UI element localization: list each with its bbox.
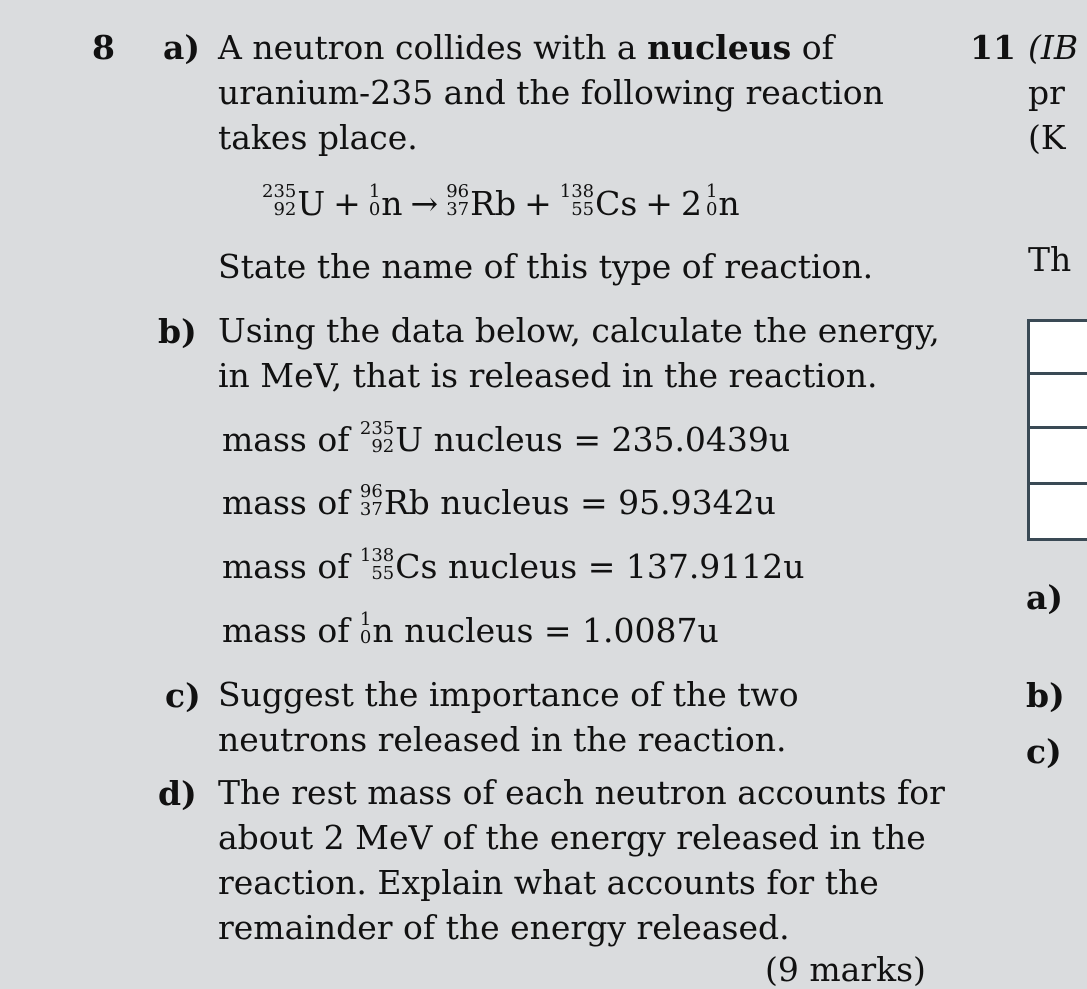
mass-value: nucleus = 137.9112u xyxy=(437,547,805,586)
table-row-divider xyxy=(1030,482,1087,485)
q11-part-a-label: a) xyxy=(1026,578,1063,617)
plus-sign: + xyxy=(524,183,552,223)
rb-mass-number: 96 xyxy=(446,181,470,202)
atomic-number: 92 xyxy=(371,435,395,457)
part-a-bold-word: nucleus xyxy=(647,28,792,67)
q11-part-b-label: b) xyxy=(1026,676,1065,715)
part-a-label: a) xyxy=(163,28,200,67)
atomic-number: 55 xyxy=(371,562,395,584)
atomic-number: 0 xyxy=(359,626,372,648)
question-11-number: 11 xyxy=(970,28,1016,67)
symbol: U xyxy=(395,420,424,459)
nuclide-neutron xyxy=(360,608,394,653)
part-c-line-1: Suggest the importance of the two xyxy=(218,675,799,714)
u-atomic-number: 92 xyxy=(273,199,297,220)
part-a-line-1 xyxy=(218,25,834,70)
part-c-label: c) xyxy=(165,676,201,715)
q11-line-2: pr xyxy=(1028,73,1065,112)
table-row-divider xyxy=(1030,426,1087,429)
part-b-label: b) xyxy=(158,312,197,351)
nuclide-neutron xyxy=(368,181,403,223)
part-a-text-2: of xyxy=(791,28,834,67)
rb-atomic-number: 37 xyxy=(446,199,470,220)
part-a-line-2: uranium-235 and the following reaction xyxy=(218,73,884,112)
part-b-line-1: Using the data below, calculate the energy, xyxy=(218,311,940,350)
mass-line-rb96 xyxy=(222,480,776,525)
plus-sign: + xyxy=(645,183,673,223)
symbol: Cs xyxy=(395,547,438,586)
q11-data-table xyxy=(1027,319,1087,541)
part-d-line-1: The rest mass of each neutron accounts for xyxy=(218,773,945,812)
part-d-line-2: about 2 MeV of the energy released in the xyxy=(218,818,926,857)
cs-atomic-number: 55 xyxy=(571,199,595,220)
neutron-coefficient: 2 xyxy=(680,183,702,223)
q11-line-4: Th xyxy=(1028,240,1072,279)
plus-sign: + xyxy=(333,183,361,223)
q11-part-c-label: c) xyxy=(1026,732,1062,771)
rb-symbol: Rb xyxy=(470,183,517,223)
part-d-line-3: reaction. Explain what accounts for the xyxy=(218,863,879,902)
mass-prefix: mass of xyxy=(222,547,360,586)
mass-number: 138 xyxy=(359,544,395,566)
u-mass-number: 235 xyxy=(262,181,297,202)
mass-value: nucleus = 235.0439u xyxy=(423,420,791,459)
n2-mass-number: 1 xyxy=(705,181,718,202)
symbol: n xyxy=(372,611,394,650)
mass-line-u235 xyxy=(222,417,790,462)
mass-prefix: mass of xyxy=(222,483,360,522)
question-8-number: 8 xyxy=(92,28,115,67)
part-a-text-1: A neutron collides with a xyxy=(218,28,648,67)
mass-number: 235 xyxy=(359,417,395,439)
q11-line-3: (K xyxy=(1028,118,1066,157)
part-a-line-3: takes place. xyxy=(218,118,418,157)
part-a-instruction: State the name of this type of reaction. xyxy=(218,247,874,286)
part-d-line-4: remainder of the energy released. xyxy=(218,908,790,947)
mass-value: nucleus = 95.9342u xyxy=(429,483,776,522)
nuclide-u235 xyxy=(262,181,326,223)
u-symbol: U xyxy=(297,183,326,223)
part-b-line-2: in MeV, that is released in the reaction. xyxy=(218,356,878,395)
mass-line-neutron xyxy=(222,608,719,653)
part-d-label: d) xyxy=(158,774,197,813)
nuclide-u235 xyxy=(360,417,423,462)
mass-number: 1 xyxy=(359,608,372,630)
nuclide-cs138 xyxy=(360,544,438,589)
nuclide-neutron-product xyxy=(705,181,740,223)
nuclide-rb96 xyxy=(446,181,517,223)
mass-value: nucleus = 1.0087u xyxy=(393,611,719,650)
mass-prefix: mass of xyxy=(222,611,360,650)
q11-line-1: (IB xyxy=(1028,28,1079,67)
reaction-equation xyxy=(262,180,740,226)
nuclide-rb96 xyxy=(360,480,430,525)
mass-prefix: mass of xyxy=(222,420,360,459)
n-symbol: n xyxy=(381,183,403,223)
n2-atomic-number: 0 xyxy=(705,199,718,220)
reaction-arrow-icon: → xyxy=(410,183,439,223)
n2-symbol: n xyxy=(718,183,740,223)
symbol: Rb xyxy=(383,483,430,522)
cs-symbol: Cs xyxy=(595,183,638,223)
table-row-divider xyxy=(1030,372,1087,375)
part-c-line-2: neutrons released in the reaction. xyxy=(218,720,787,759)
n-atomic-number: 0 xyxy=(368,199,381,220)
mass-line-cs138 xyxy=(222,544,805,589)
mass-number: 96 xyxy=(359,480,383,502)
atomic-number: 37 xyxy=(359,498,383,520)
n-mass-number: 1 xyxy=(368,181,381,202)
nuclide-cs138 xyxy=(559,181,638,223)
marks-total: (9 marks) xyxy=(765,950,926,989)
cs-mass-number: 138 xyxy=(559,181,595,202)
